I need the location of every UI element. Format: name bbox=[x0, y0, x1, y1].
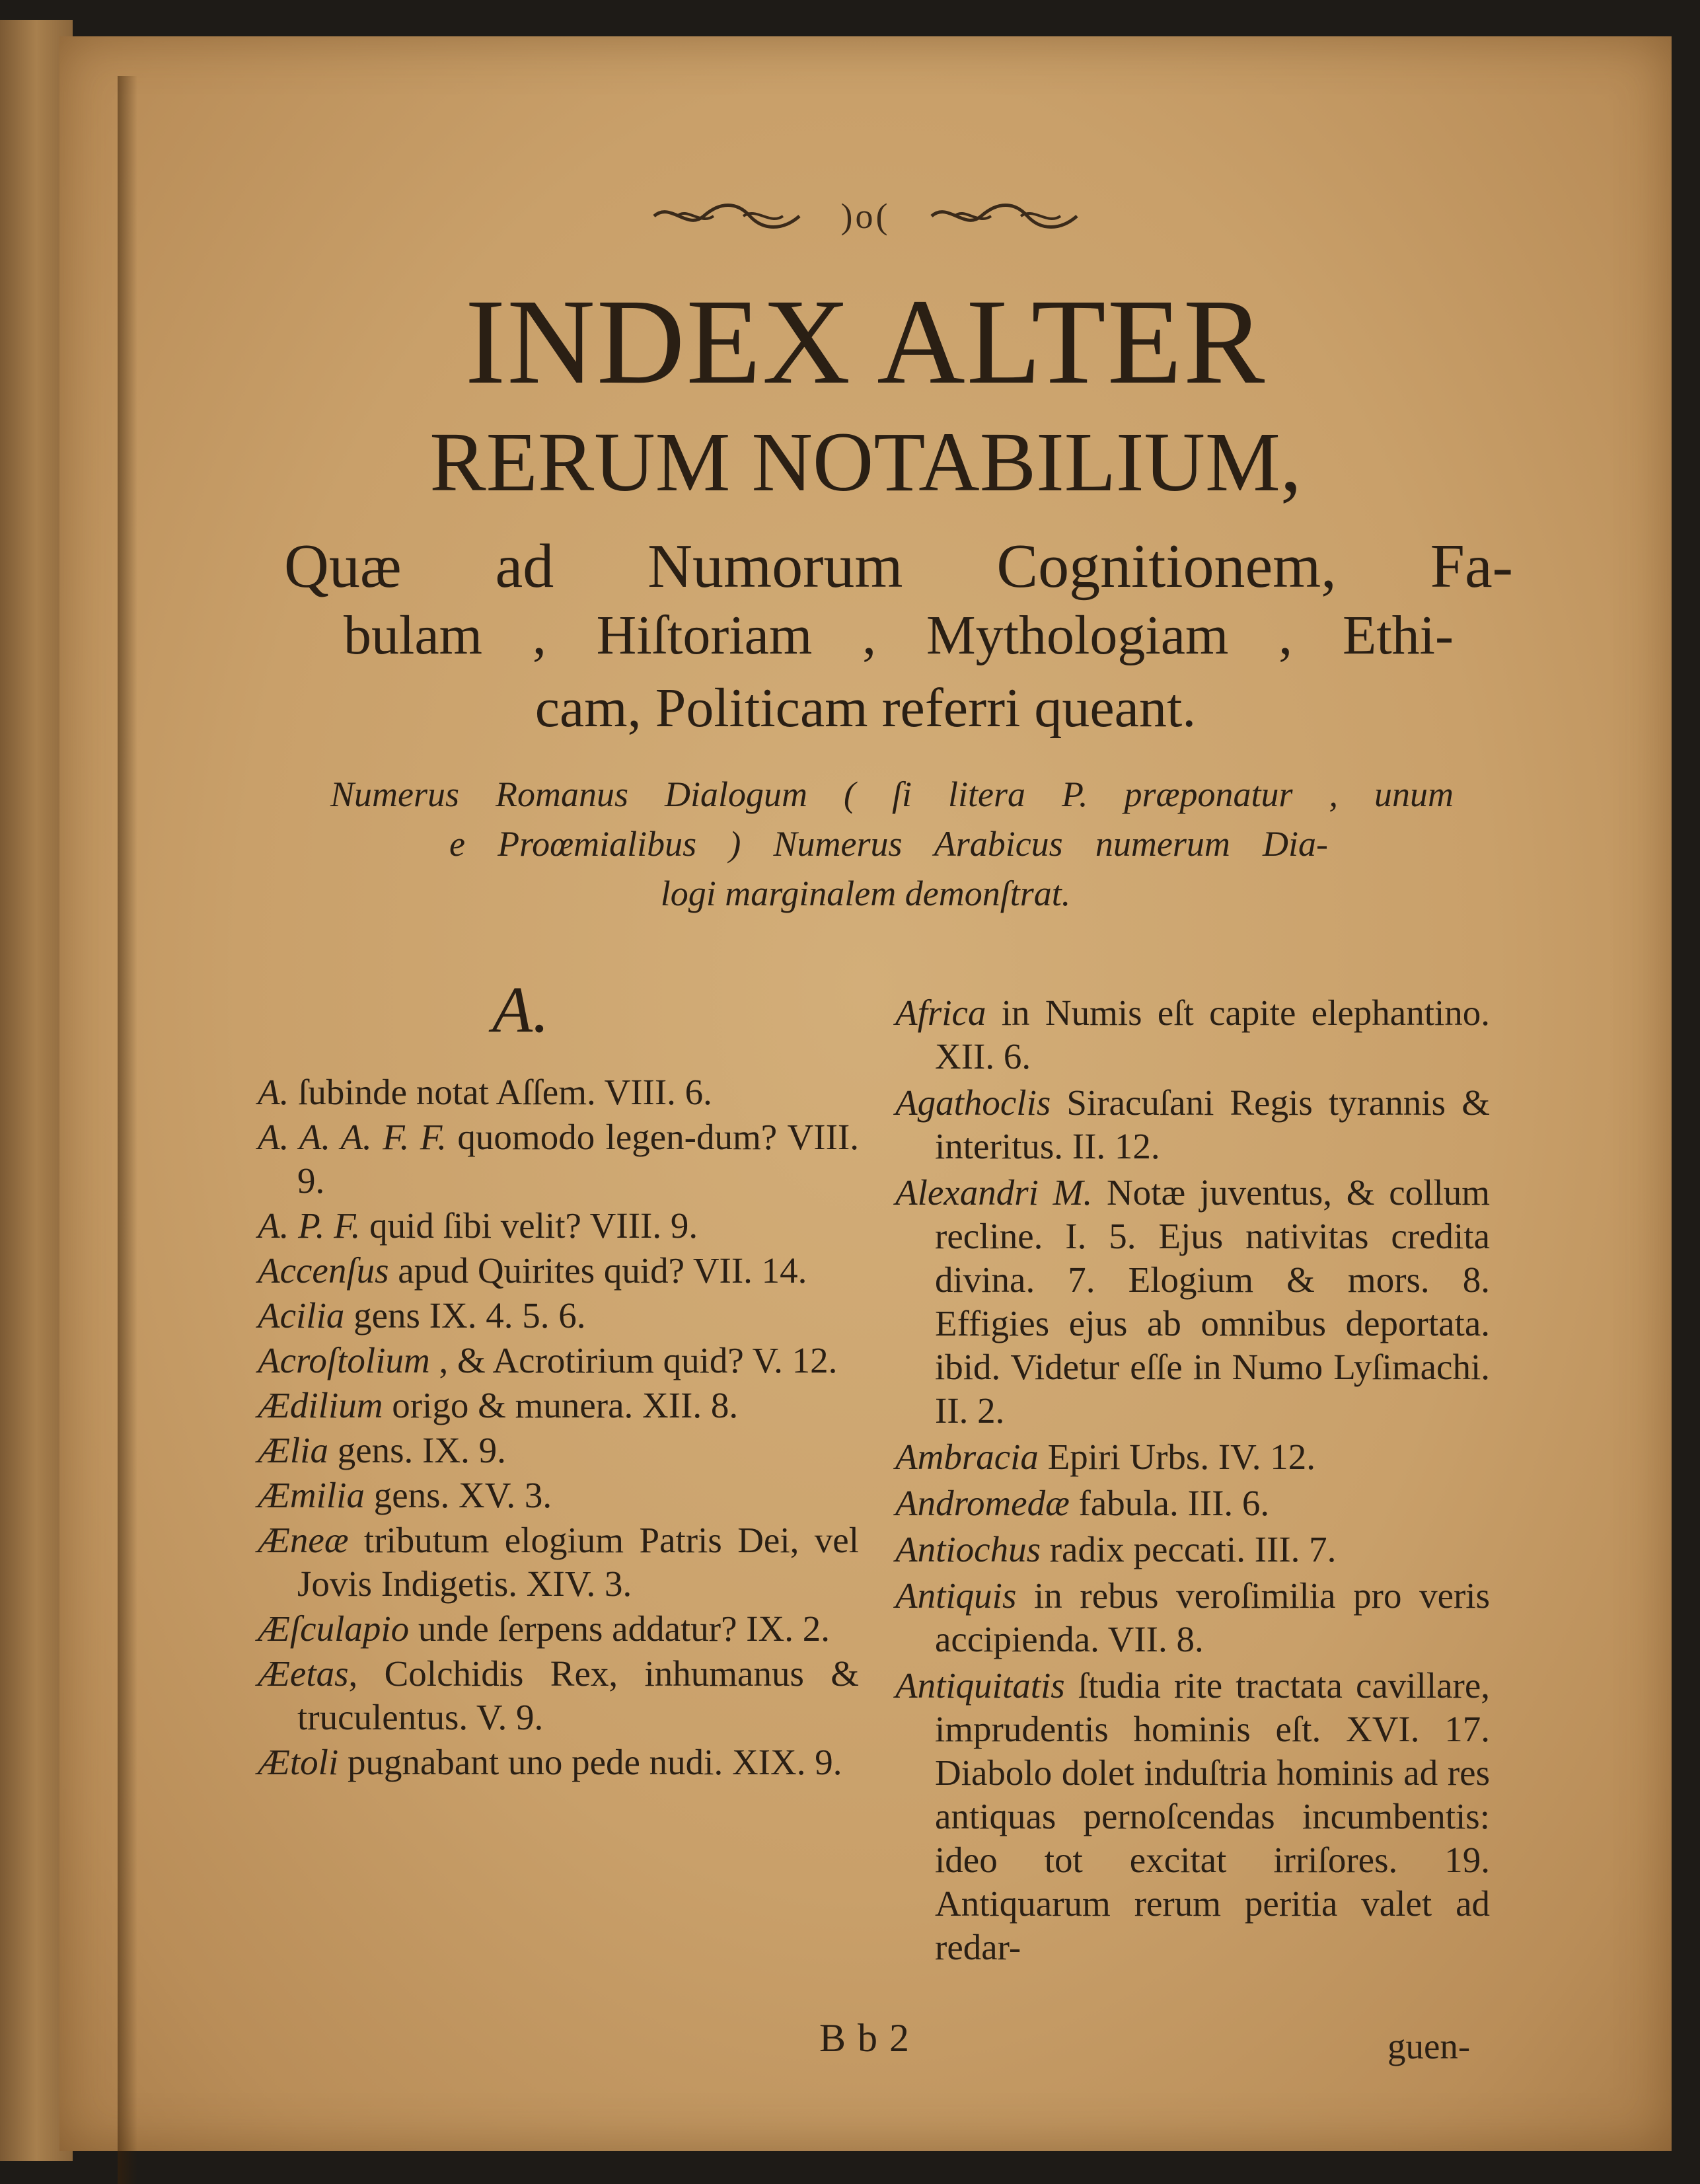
index-entry bbox=[895, 1435, 1490, 1479]
entry-text: Siracuſani Regis tyrannis & interitus. II. 12. bbox=[935, 1082, 1490, 1166]
entry-term: A. P. F. bbox=[258, 1205, 361, 1246]
index-entry bbox=[895, 1482, 1490, 1525]
signature-mark: Bb2 bbox=[819, 2016, 922, 2060]
entry-text: in Numis eſt capite elephantino. XII. 6. bbox=[935, 993, 1490, 1076]
entry-term: Ælia bbox=[258, 1430, 328, 1470]
index-entry bbox=[258, 1249, 859, 1293]
title-line-2: RERUM NOTABILIUM, bbox=[429, 415, 1302, 509]
index-entry bbox=[258, 1519, 859, 1606]
entry-text: ſubinde notat Aſſem. VIII. 6. bbox=[289, 1072, 712, 1112]
entry-text: origo & munera. XII. 8. bbox=[383, 1385, 739, 1425]
entry-term: Alexandri M. bbox=[895, 1172, 1093, 1213]
index-entry bbox=[895, 1081, 1490, 1168]
entry-term: A. bbox=[258, 1072, 289, 1112]
index-entry bbox=[258, 1474, 859, 1517]
entry-text: Notæ juventus, & collum recline. I. 5. Ejus nativitas credita divina. 7. Elogium & mors. 8. Effigies ejus ab omnibus deportata. ibid. Videtur eſſe in Numo Lyſimachi. II. 2. bbox=[935, 1172, 1490, 1431]
entry-text: gens. XV. 3. bbox=[364, 1475, 552, 1515]
subtitle-line-3: cam, Politicam referri queant. bbox=[535, 677, 1197, 739]
entry-term: Africa bbox=[895, 993, 986, 1033]
entry-term: Æneæ bbox=[258, 1520, 349, 1560]
index-entry bbox=[895, 1171, 1490, 1433]
flourish-right-icon bbox=[928, 202, 1080, 231]
book-page bbox=[59, 36, 1672, 2151]
entry-text: gens. IX. 9. bbox=[328, 1430, 506, 1470]
entry-term: Æſculapio bbox=[258, 1608, 410, 1649]
entry-text: radix peccati. III. 7. bbox=[1040, 1529, 1337, 1569]
entry-text: , & Acrotirium quid? V. 12. bbox=[429, 1340, 838, 1380]
flourish-left-icon bbox=[651, 202, 803, 231]
catchword: guen- bbox=[1387, 2026, 1471, 2066]
entry-term: Ætoli bbox=[258, 1742, 339, 1782]
section-letter: A. bbox=[492, 973, 550, 1046]
entry-text: gens IX. 4. 5. 6. bbox=[344, 1295, 586, 1336]
entry-term: Æmilia bbox=[258, 1475, 365, 1515]
entry-term: Agathoclis bbox=[895, 1082, 1051, 1123]
entry-term: Antiquis bbox=[895, 1575, 1017, 1616]
index-entry bbox=[258, 1429, 859, 1472]
entry-text: ſtudia rite tractata cavillare, imprudentis hominis eſt. XVI. 17. Diabolo dolet induſtria hominis ad res antiquas pernoſcendas incumbentis: ideo tot excitat irriſores. 19. Antiquarum rerum peritia valet ad redar- bbox=[935, 1665, 1490, 1967]
index-entry bbox=[258, 1652, 859, 1739]
entry-term: Antiochus bbox=[895, 1529, 1041, 1569]
entry-term: Æetas bbox=[258, 1653, 349, 1694]
index-entry bbox=[895, 991, 1490, 1078]
entry-term: Ædilium bbox=[258, 1385, 383, 1425]
note-line-1: Numerus Romanus Dialogum ( ſi litera P. præponatur , unum bbox=[330, 774, 1454, 814]
entry-text: tributum elogium Patris Dei, vel Jovis Indigetis. XIV. 3. bbox=[297, 1520, 859, 1604]
entry-term: A. A. A. F. F. bbox=[258, 1117, 447, 1157]
index-entry bbox=[258, 1071, 859, 1114]
index-entry bbox=[258, 1339, 859, 1382]
title-line-1: INDEX ALTER bbox=[464, 274, 1267, 410]
entry-text: unde ſerpens addatur? IX. 2. bbox=[409, 1608, 831, 1649]
entry-text: fabula. III. 6. bbox=[1069, 1483, 1270, 1523]
entry-term: Andromedæ bbox=[895, 1483, 1070, 1523]
entry-text: apud Quirites quid? VII. 14. bbox=[388, 1250, 807, 1291]
index-entry bbox=[895, 1574, 1490, 1661]
note-line-3: logi marginalem demonſtrat. bbox=[660, 874, 1071, 913]
header-ornament bbox=[59, 192, 1672, 237]
entry-text: Epiri Urbs. IV. 12. bbox=[1038, 1437, 1316, 1477]
entry-text: , Colchidis Rex, inhumanus & truculentus. V. 9. bbox=[297, 1653, 859, 1737]
ornament-center: )o( bbox=[840, 196, 891, 236]
entry-term: Acilia bbox=[258, 1295, 345, 1336]
index-entry bbox=[258, 1607, 859, 1651]
subtitle-line-1: Quæ ad Numorum Cognitionem, Fa- bbox=[284, 532, 1513, 601]
entry-term: Acroſtolium bbox=[258, 1340, 430, 1380]
entry-text: pugnabant uno pede nudi. XIX. 9. bbox=[338, 1742, 842, 1782]
index-entry bbox=[258, 1204, 859, 1248]
note-line-2: e Proœmialibus ) Numerus Arabicus numerum Dia- bbox=[449, 824, 1328, 864]
entry-text: quid ſibi velit? VIII. 9. bbox=[360, 1205, 698, 1246]
index-entry bbox=[895, 1528, 1490, 1571]
entry-term: Antiquitatis bbox=[895, 1665, 1065, 1706]
entry-text: in rebus veroſimilia pro veris accipienda. VII. 8. bbox=[935, 1575, 1490, 1659]
index-entry bbox=[258, 1741, 859, 1784]
index-entry bbox=[895, 1664, 1490, 1969]
subtitle-line-2: bulam , Hiſtoriam , Mythologiam , Ethi- bbox=[344, 605, 1454, 666]
entry-term: Accenſus bbox=[258, 1250, 389, 1291]
index-entry bbox=[258, 1115, 859, 1203]
entry-text: quomodo legen-dum? VIII. 9. bbox=[297, 1117, 859, 1201]
index-column-right bbox=[895, 991, 1490, 1972]
index-entry bbox=[258, 1384, 859, 1427]
index-column-left bbox=[258, 1071, 859, 1786]
entry-term: Ambracia bbox=[895, 1437, 1039, 1477]
index-entry bbox=[258, 1294, 859, 1337]
